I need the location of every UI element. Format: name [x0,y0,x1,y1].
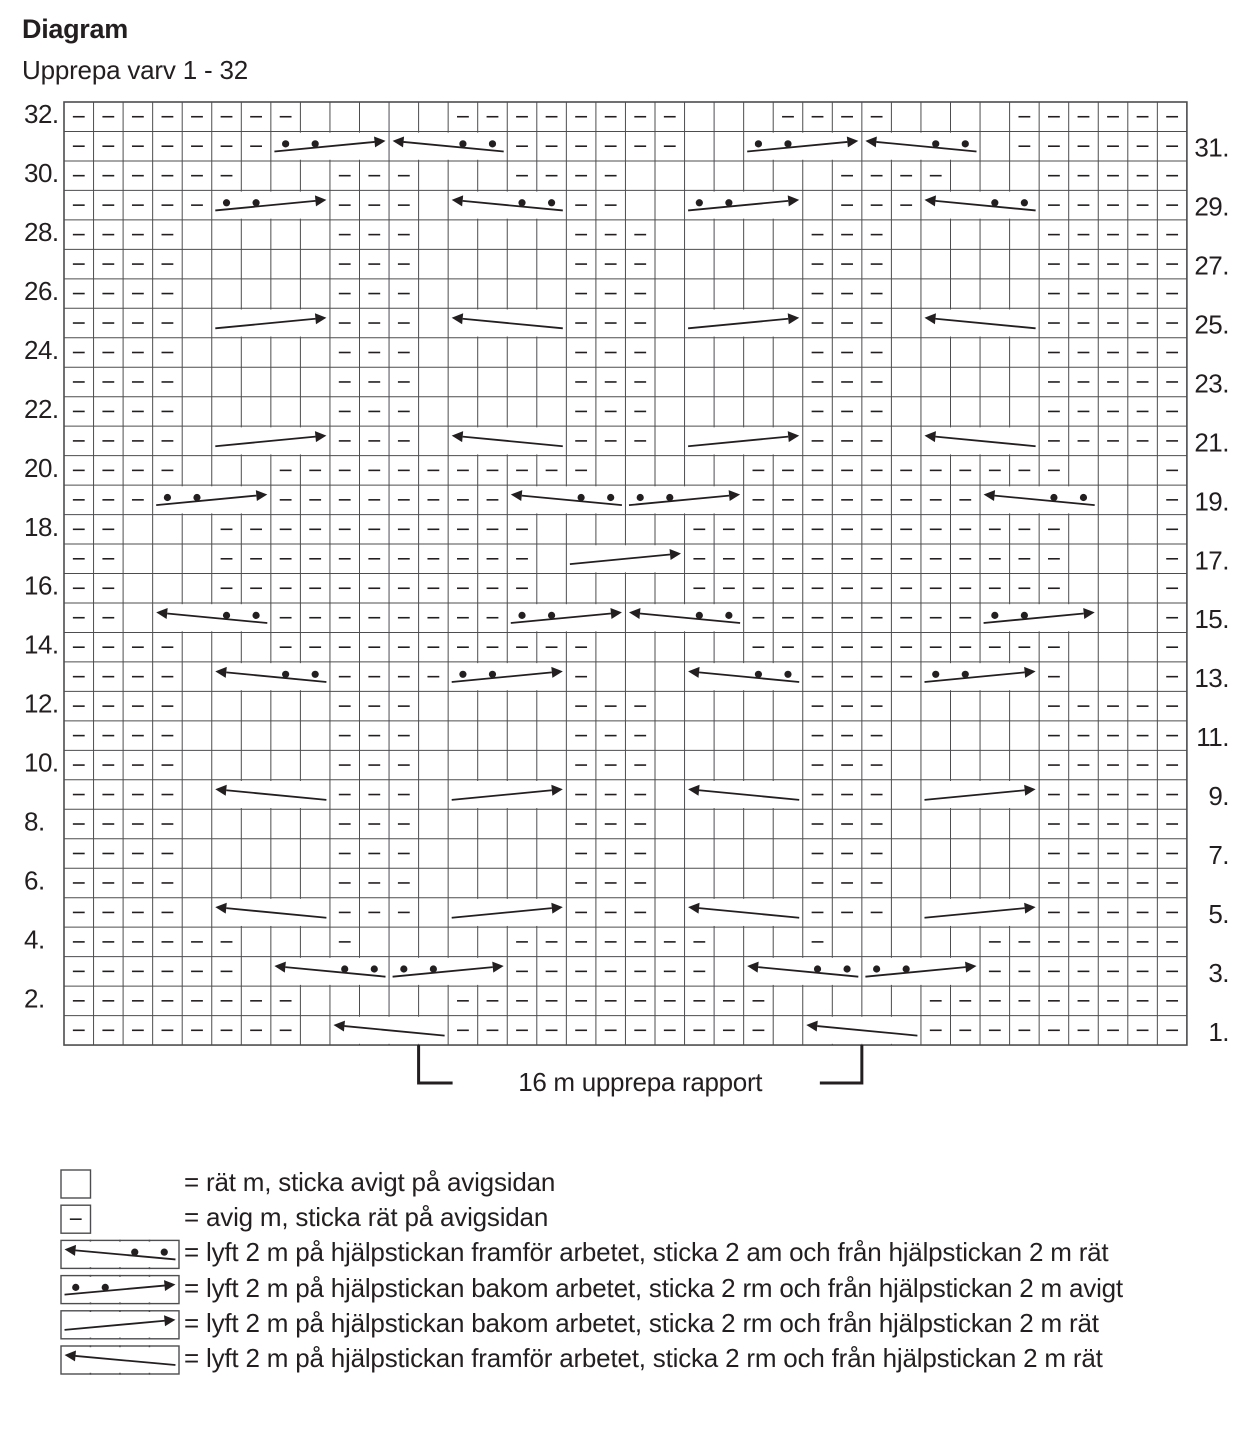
row-label-right: 29. [1194,191,1229,222]
legend-symbol-rkp [61,1276,179,1304]
purl-dot [282,140,289,147]
purl-dot [932,671,939,678]
row-label-right: 27. [1194,250,1229,281]
purl-dot [1050,494,1057,501]
legend-text-p: = avig m, sticka rät på avigsidan [184,1202,549,1233]
cable-lkk [213,781,329,808]
cable-line [65,1286,165,1295]
legend-cell [61,1276,91,1304]
purl-dot [696,199,703,206]
cable-rkp [508,604,624,631]
legend-cell [150,1311,180,1339]
purl-dot [725,199,732,206]
purl-dot [637,494,644,501]
row-label-right: 31. [1194,132,1229,163]
cable-rkp [390,958,506,985]
purl-dot [489,140,496,147]
row-label-right: 5. [1208,898,1229,929]
purl-dot [755,140,762,147]
cable-lkk [922,309,1038,336]
cable-rkp [213,192,329,219]
purl-dot [784,140,791,147]
purl-dot [607,494,614,501]
row-label-left: 20. [24,452,59,483]
legend-symbol-lkk [61,1346,179,1374]
legend-cell [91,1346,121,1374]
row-labels [24,99,1229,1047]
cable-lpk [981,486,1097,513]
legend-symbol-k [61,1170,91,1198]
cable-background [62,1242,178,1268]
cable-rkp [863,958,979,985]
purl-dot [962,140,969,147]
purl-dot [371,965,378,972]
row-label-left: 16. [24,570,59,601]
row-label-right: 25. [1194,309,1229,340]
purl-dot [903,965,910,972]
purl-dot [932,140,939,147]
legend-symbol-lpk [61,1240,179,1268]
row-label-right: 21. [1194,427,1229,458]
legend-cell [61,1311,91,1339]
row-label-left: 30. [24,158,59,189]
row-label-left: 12. [24,688,59,719]
bracket-right [820,1045,862,1083]
cable-lkk [62,1347,178,1373]
purl-dot [72,1284,79,1291]
legend-cell [120,1240,150,1268]
purl-dot [223,612,230,619]
row-label-left: 14. [24,629,59,660]
row-label-left: 26. [24,276,59,307]
row-label-right: 23. [1194,368,1229,399]
purl-dot [991,199,998,206]
purl-dot [962,671,969,678]
row-label-right: 9. [1208,781,1229,812]
cable-rkp [272,133,388,160]
cable-line [75,1356,175,1365]
purl-dot [1080,494,1087,501]
legend-text-rkk: = lyft 2 m på hjälpstickan bakom arbetet, sticka 2 rm och från hjälpstickan 2 m rät [184,1307,1099,1338]
row-label-right: 7. [1208,839,1229,870]
cable-rkp [449,663,565,690]
legend-text-rkp: = lyft 2 m på hjälpstickan bakom arbetet, sticka 2 rm och från hjälpstickan 2 m avigt [184,1272,1123,1303]
cable-lkk [686,899,802,926]
legend-cell [150,1240,180,1268]
cable-lpk [213,663,329,690]
purl-dot [843,965,850,972]
purl-dot [400,965,407,972]
cable-lkk [804,1017,920,1044]
purl-dot [282,671,289,678]
cable-rkp [154,486,270,513]
cable-lpk [922,192,1038,219]
repeat-bracket [419,1045,862,1097]
purl-dot [164,494,171,501]
cable-lpk [449,192,565,219]
cable-rkp [62,1277,178,1303]
row-label-right: 13. [1194,663,1229,694]
cable-rkk [686,309,802,336]
row-label-left: 8. [24,806,45,837]
legend-cell [120,1276,150,1304]
repeat-label: 16 m upprepa rapport [518,1067,763,1098]
row-label-right: 3. [1208,957,1229,988]
arrow-head [164,1280,175,1291]
row-label-left: 2. [24,983,45,1014]
page-title: Diagram [22,14,128,44]
legend-cell [120,1311,150,1339]
cable-lpk [686,663,802,690]
purl-dot [459,140,466,147]
purl-dot [1021,199,1028,206]
cable-background [62,1347,178,1373]
cable-lkk [449,309,565,336]
purl-dot [578,494,585,501]
row-label-left: 22. [24,393,59,424]
cable-rkk [686,427,802,454]
cable-rkk [922,781,1038,808]
row-label-left: 32. [24,99,59,130]
legend-cell [150,1276,180,1304]
purl-dot [102,1284,109,1291]
purl-dot [252,199,259,206]
cable-rkp [627,486,743,513]
legend-cell [91,1276,121,1304]
cable-lpk [508,486,624,513]
page-subtitle: Upprepa varv 1 - 32 [22,55,248,85]
purl-dot [459,671,466,678]
bracket-left [419,1045,453,1083]
row-label-right: 1. [1208,1016,1229,1047]
cable-line [65,1321,165,1330]
cable-line [75,1250,175,1259]
purl-dot [252,612,259,619]
cable-rkk [449,781,565,808]
row-label-left: 18. [24,511,59,542]
cable-rkk [213,309,329,336]
purl-dot [873,965,880,972]
legend-cell [91,1240,121,1268]
purl-dot [725,612,732,619]
cable-lpk [745,958,861,985]
row-label-left: 28. [24,217,59,248]
purl-dot [430,965,437,972]
row-label-left: 4. [24,924,45,955]
purl-dot [193,494,200,501]
purl-dot [518,199,525,206]
purl-dot [548,612,555,619]
cable-background [62,1277,178,1303]
purl-dot [131,1249,138,1256]
cable-lkk [331,1017,447,1044]
purl-dot [518,612,525,619]
cable-lpk [62,1242,178,1268]
legend-cell [61,1170,91,1198]
purl-dot [341,965,348,972]
legend-cell [61,1240,91,1268]
cable-rkp [686,192,802,219]
purl-dot [312,140,319,147]
legend-symbol-rkk [61,1311,179,1339]
cable-lpk [154,604,270,631]
row-label-right: 19. [1194,486,1229,517]
purl-dot [666,494,673,501]
cable-lkk [449,427,565,454]
purl-dot [489,671,496,678]
legend-text-lpk: = lyft 2 m på hjälpstickan framför arbetet, sticka 2 am och från hjälpstickan 2 m rät [184,1237,1109,1268]
cable-rkk [449,899,565,926]
legend-text-k: = rät m, sticka avigt på avigsidan [184,1167,556,1197]
row-label-left: 24. [24,334,59,365]
legend-cell [61,1346,91,1374]
cable-rkp [922,663,1038,690]
cable-background [62,1312,178,1338]
purl-dot [548,199,555,206]
arrow-head [65,1350,76,1361]
arrow-head [65,1245,76,1256]
cable-rkp [745,133,861,160]
row-label-right: 11. [1196,722,1229,753]
arrow-head [164,1315,175,1326]
legend-cell [91,1311,121,1339]
row-label-right: 15. [1194,604,1229,635]
cable-lpk [272,958,388,985]
row-label-left: 10. [24,747,59,778]
legend-cell [150,1346,180,1374]
cable-lpk [627,604,743,631]
cable-rkk [213,427,329,454]
legend-symbol-p [61,1205,91,1233]
legend-text-lkk: = lyft 2 m på hjälpstickan framför arbetet, sticka 2 rm och från hjälpstickan 2 m rät [184,1343,1103,1373]
purl-dot [991,612,998,619]
row-label-right: 17. [1194,545,1229,576]
cable-lkk [213,899,329,926]
cable-rkk [922,899,1038,926]
purl-dot [696,612,703,619]
cable-lpk [390,133,506,160]
purl-dot [1021,612,1028,619]
cable-lkk [922,427,1038,454]
legend-cell [120,1346,150,1374]
purl-dot [755,671,762,678]
legend-cell [61,1205,91,1233]
purl-dot [312,671,319,678]
cable-rkk [62,1312,178,1338]
cable-lpk [863,133,979,160]
cable-rkp [981,604,1097,631]
purl-dot [223,199,230,206]
cable-rkk [568,545,684,572]
row-label-left: 6. [24,865,45,896]
cable-lkk [686,781,802,808]
purl-dot [784,671,791,678]
purl-dot [814,965,821,972]
purl-dot [161,1249,168,1256]
